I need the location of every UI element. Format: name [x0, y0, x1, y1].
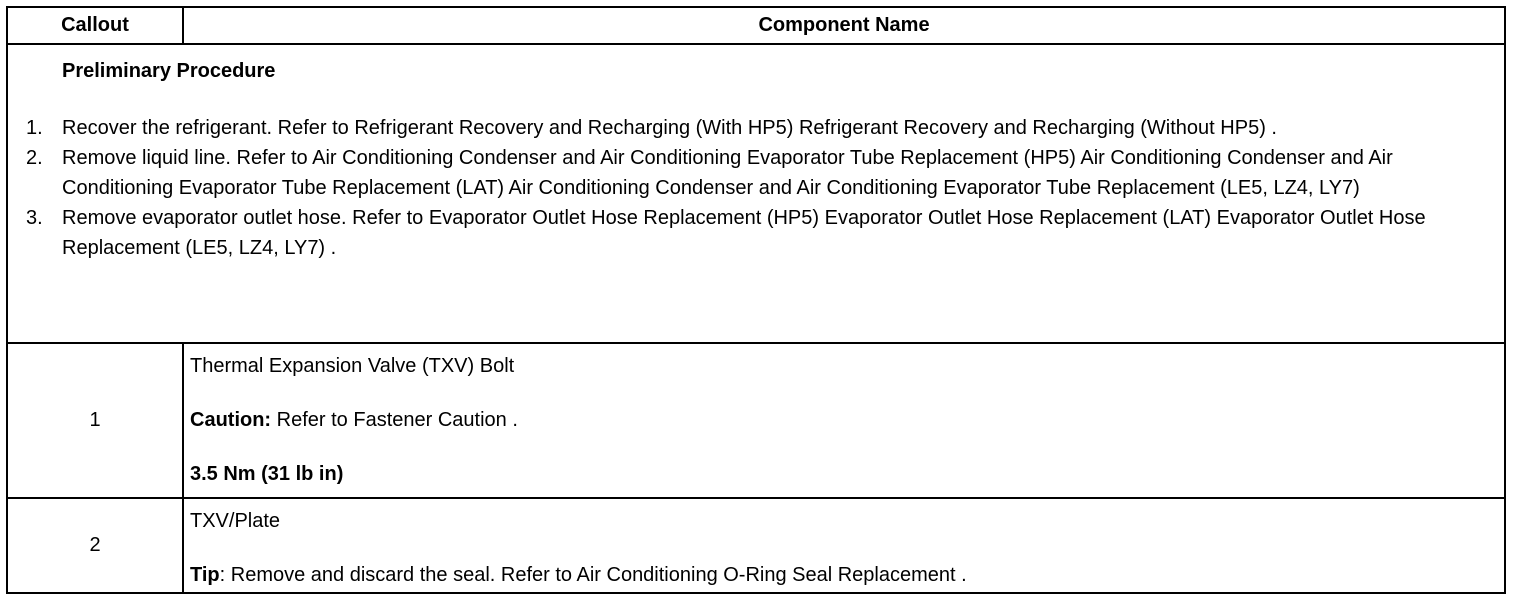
- list-item: [26, 203, 1498, 263]
- component-name: TXV/Plate: [190, 510, 281, 532]
- component-table: [6, 6, 1506, 594]
- preliminary-steps-list: [26, 113, 1498, 263]
- table-row: [8, 499, 1504, 592]
- preliminary-procedure-title: Preliminary Procedure: [62, 60, 276, 82]
- torque-spec: 3.5 Nm (31 lb in): [190, 463, 344, 485]
- tip-text: : Remove and discard the seal. Refer to Air Conditioning O-Ring Seal Replacement .: [219, 564, 967, 586]
- component-name: Thermal Expansion Valve (TXV) Bolt: [190, 355, 515, 377]
- table-row: [8, 344, 1504, 499]
- step-number: 1.: [26, 117, 43, 139]
- table-header-row: [8, 8, 1504, 45]
- header-component-name: Component Name: [758, 14, 930, 36]
- step-text: Remove evaporator outlet hose. Refer to Evaporator Outlet Hose Replacement (HP5) Evaporator Outlet Hose Replacement (LAT) Evaporator Outlet Hose Replacement (LE5, LZ4, LY7) .: [62, 207, 1426, 259]
- caution-text: Refer to Fastener Caution .: [271, 409, 518, 431]
- component-cell: [184, 344, 1504, 497]
- callout-number: 1: [8, 344, 184, 497]
- list-item: [26, 113, 1498, 143]
- tip-label: Tip: [190, 564, 220, 586]
- tip-note: [190, 563, 1504, 587]
- step-number: 2.: [26, 147, 43, 169]
- component-cell: [184, 499, 1504, 592]
- step-text: Remove liquid line. Refer to Air Conditioning Condenser and Air Conditioning Evaporator Tube Replacement (HP5) Air Conditioning Condenser and Air Conditioning Evaporator Tube Replacement (LAT) Air Conditioning Condenser and Air Conditioning Evaporator Tube Replacement (LE5, LZ4, LY7): [62, 147, 1393, 199]
- step-number: 3.: [26, 207, 43, 229]
- caution-note: [190, 408, 1504, 432]
- header-callout: Callout: [8, 8, 184, 43]
- list-item: [26, 143, 1498, 203]
- step-text: Recover the refrigerant. Refer to Refrigerant Recovery and Recharging (With HP5) Refrigerant Recovery and Recharging (Without HP5) .: [62, 117, 1277, 139]
- callout-number: 2: [8, 499, 184, 592]
- caution-label: Caution:: [190, 409, 272, 431]
- preliminary-procedure-row: [8, 59, 1504, 344]
